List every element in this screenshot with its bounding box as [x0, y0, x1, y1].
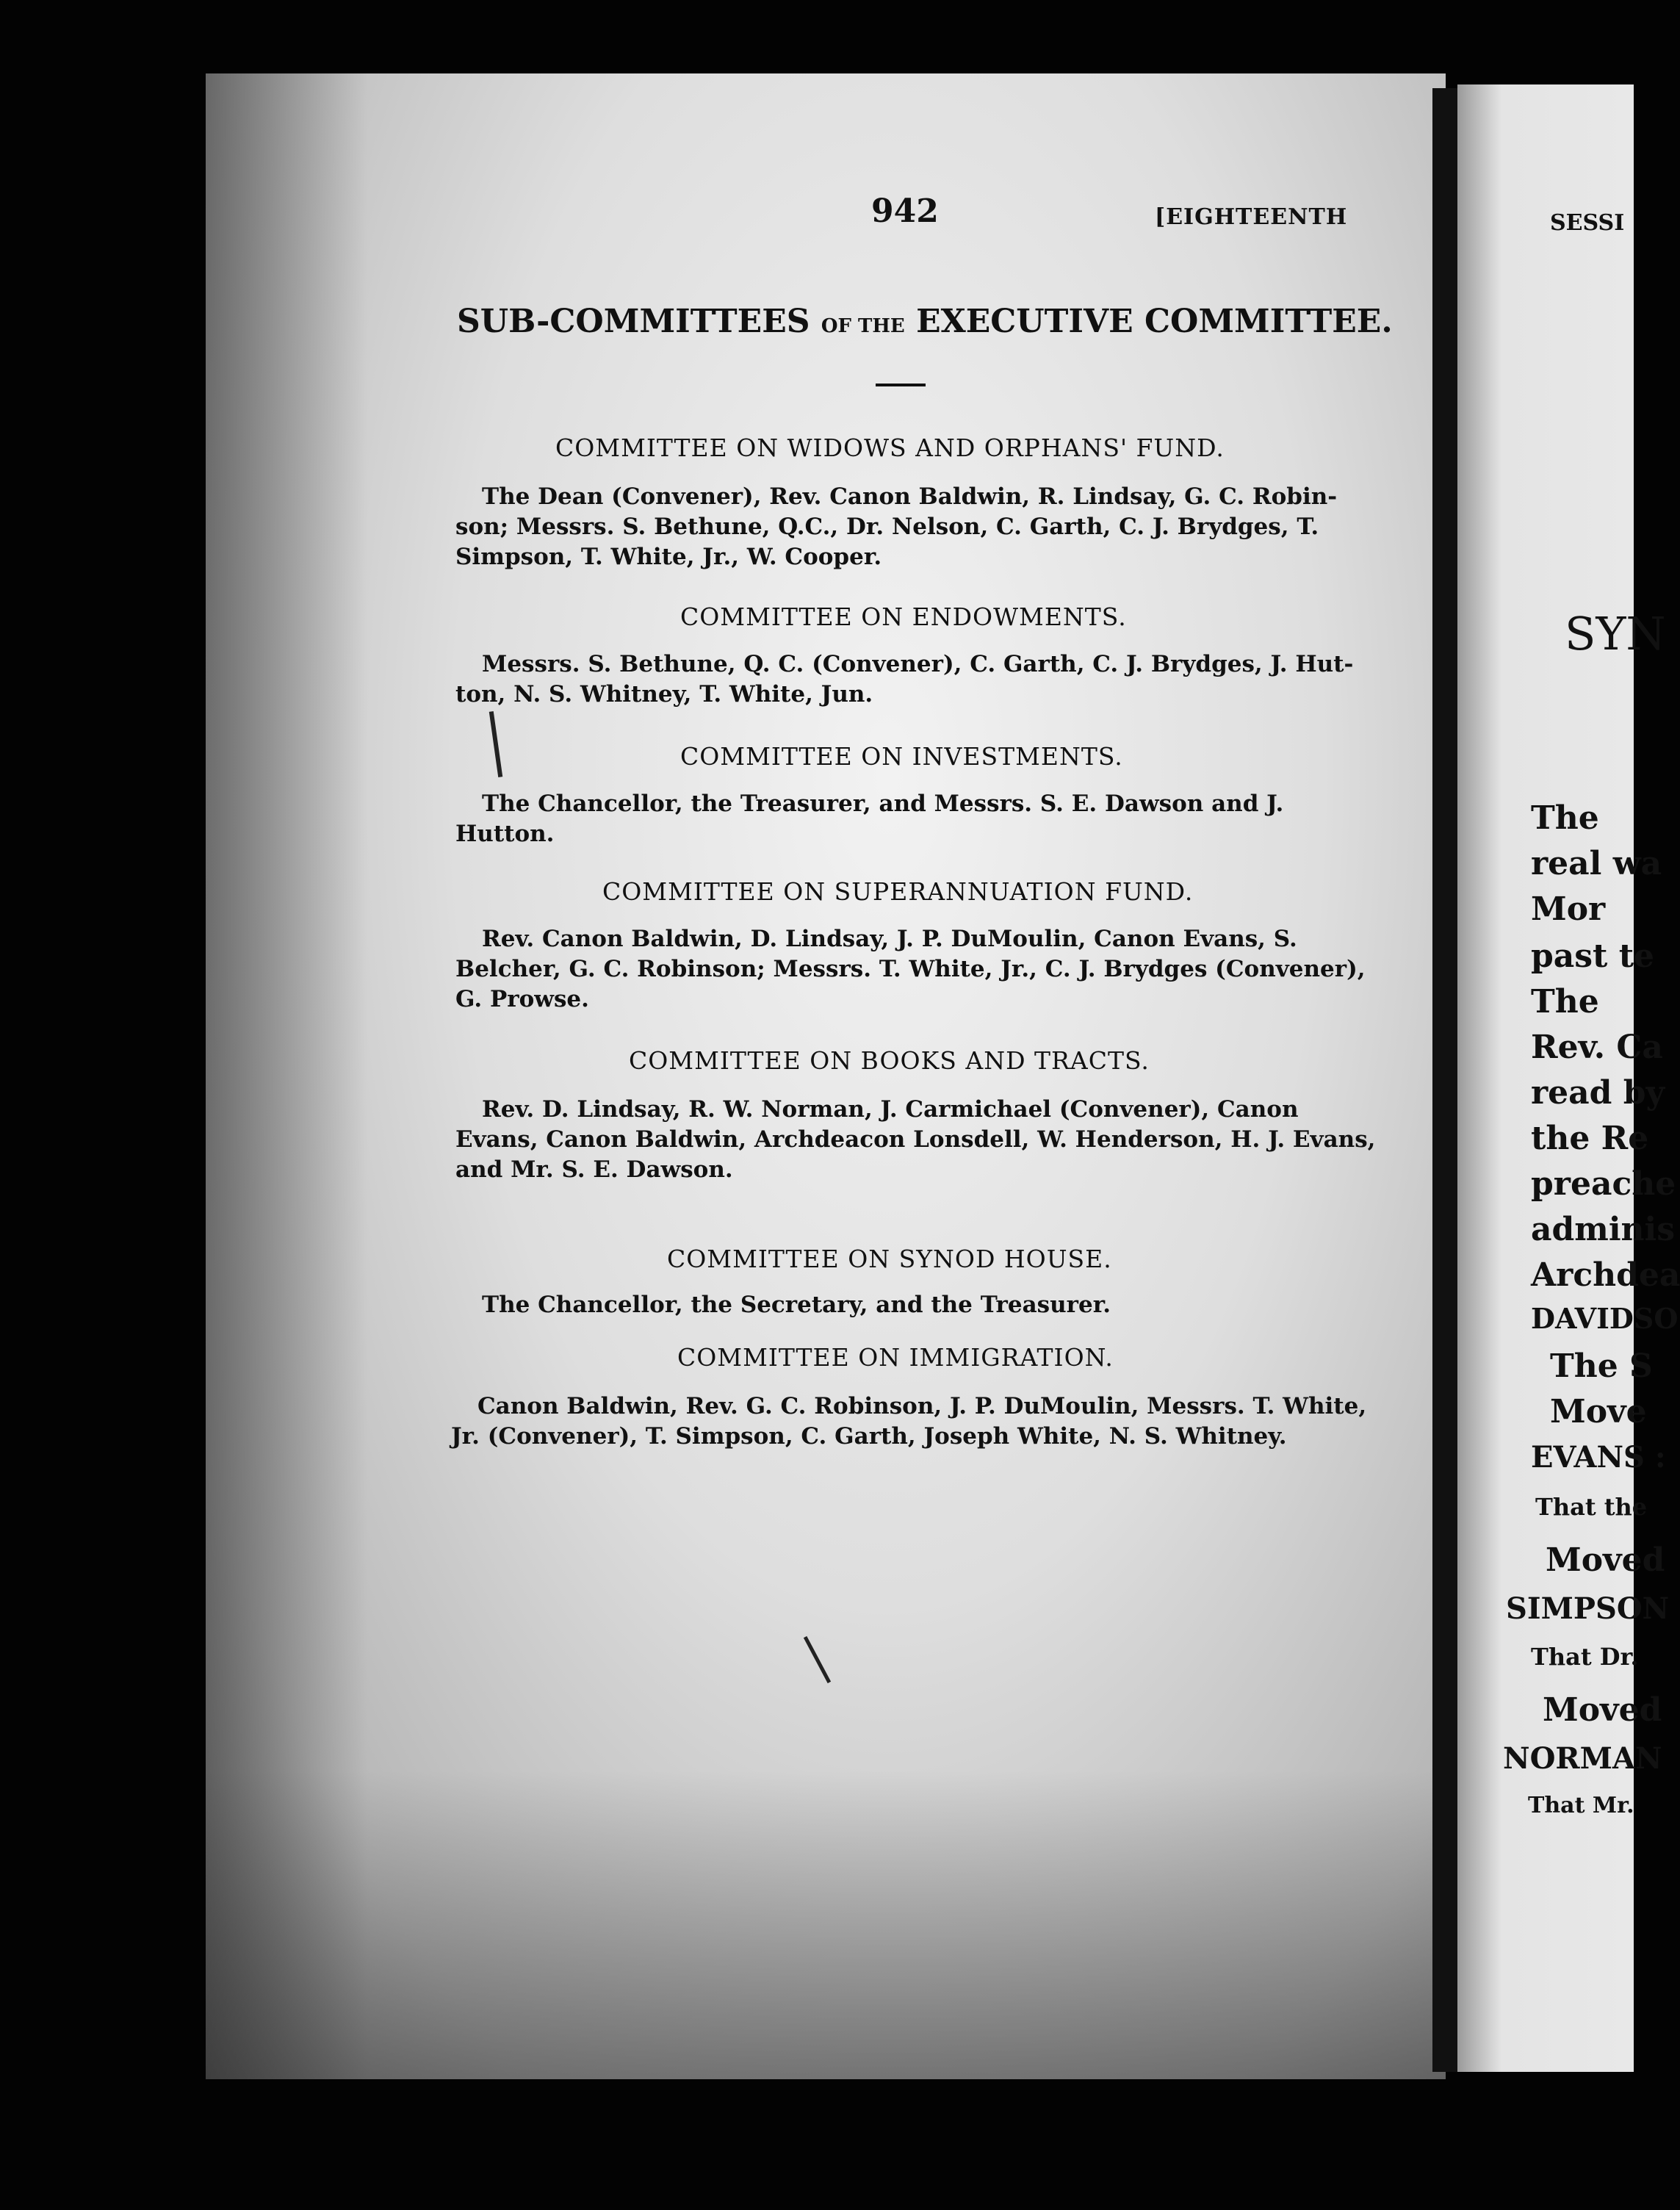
right-text-line: DAVIDSO — [1531, 1302, 1679, 1335]
section-heading-superannuation: COMMITTEE ON SUPERANNUATION FUND. — [602, 877, 1194, 906]
section-body-investments — [455, 789, 1337, 849]
body-line: and Mr. S. E. Dawson. — [455, 1156, 733, 1183]
title-rule — [876, 384, 926, 386]
right-text-line: EVANS : — [1531, 1440, 1666, 1475]
right-text-line: Moved — [1546, 1541, 1665, 1579]
body-line: The Dean (Convener), Rev. Canon Baldwin, R. Lindsay, G. C. Robin- — [482, 483, 1338, 510]
right-text-line: the Re — [1531, 1120, 1649, 1157]
right-text-line: real wa — [1531, 845, 1662, 882]
right-text-line: That the — [1535, 1493, 1648, 1521]
body-line: son; Messrs. S. Bethune, Q.C., Dr. Nelson, C. Garth, C. J. Brydges, T. — [455, 514, 1319, 540]
right-text-line: The — [1531, 799, 1599, 837]
body-line: Jr. (Convener), T. Simpson, C. Garth, Joseph White, N. S. Whitney. — [451, 1423, 1287, 1450]
body-line: G. Prowse. — [455, 986, 589, 1012]
section-heading-immigration: COMMITTEE ON IMMIGRATION. — [677, 1343, 1114, 1372]
right-text-line: The S — [1550, 1347, 1653, 1385]
right-text-line: adminis — [1531, 1211, 1676, 1248]
right-text-line: The — [1531, 983, 1599, 1021]
right-running-head: SESSI — [1550, 210, 1625, 236]
body-line: Rev. Canon Baldwin, D. Lindsay, J. P. DuMoulin, Canon Evans, S. — [482, 926, 1297, 952]
title-part-1: SUB-COMMITTEES — [457, 303, 810, 340]
page-title — [457, 303, 1393, 340]
section-heading-endowments: COMMITTEE ON ENDOWMENTS. — [680, 602, 1127, 631]
right-big-title: SYN — [1565, 607, 1666, 661]
body-line: Belcher, G. C. Robinson; Messrs. T. White, Jr., C. J. Brydges (Convener), — [455, 956, 1366, 982]
section-body-widows-orphans — [455, 482, 1337, 572]
title-part-2: OF THE — [821, 315, 905, 337]
title-part-3: EXECUTIVE COMMITTEE. — [916, 303, 1393, 340]
right-text-line: Rev. Ca — [1531, 1029, 1663, 1066]
right-text-line: read by — [1531, 1074, 1665, 1112]
body-line: Simpson, T. White, Jr., W. Cooper. — [455, 544, 882, 570]
body-line: Rev. D. Lindsay, R. W. Norman, J. Carmichael (Convener), Canon — [482, 1096, 1299, 1123]
right-text-line: Move — [1550, 1393, 1647, 1430]
section-heading-investments: COMMITTEE ON INVESTMENTS. — [680, 742, 1123, 771]
book-gutter — [1432, 88, 1457, 2072]
right-text-line: That Dr. — [1531, 1643, 1639, 1671]
section-heading-widows-orphans: COMMITTEE ON WIDOWS AND ORPHANS' FUND. — [555, 433, 1225, 462]
right-text-line: That Mr. — [1528, 1793, 1634, 1818]
right-text-line: Mor — [1531, 890, 1606, 928]
right-text-line: NORMAN — [1503, 1741, 1662, 1776]
section-body-superannuation — [455, 924, 1366, 1015]
page-number: 942 — [871, 192, 939, 230]
body-line: Canon Baldwin, Rev. G. C. Robinson, J. P. DuMoulin, Messrs. T. White, — [477, 1393, 1367, 1419]
body-line: The Chancellor, the Secretary, and the Treasurer. — [482, 1292, 1111, 1318]
right-text-line: preache — [1531, 1165, 1676, 1203]
section-heading-books-tracts: COMMITTEE ON BOOKS AND TRACTS. — [629, 1046, 1150, 1075]
section-body-immigration — [451, 1392, 1367, 1452]
right-text-line: Moved — [1543, 1691, 1662, 1729]
body-line: The Chancellor, the Treasurer, and Messrs. S. E. Dawson and J. — [482, 791, 1284, 817]
body-line: ton, N. S. Whitney, T. White, Jun. — [455, 681, 873, 708]
left-page — [206, 73, 1446, 2079]
running-head: [EIGHTEENTH — [1155, 204, 1348, 230]
body-line: Evans, Canon Baldwin, Archdeacon Lonsdell, W. Henderson, H. J. Evans, — [455, 1126, 1376, 1153]
right-text-line: Archdea — [1531, 1256, 1680, 1294]
section-heading-synod-house: COMMITTEE ON SYNOD HOUSE. — [667, 1245, 1112, 1273]
right-text-line: SIMPSON — [1506, 1591, 1670, 1626]
section-body-endowments — [455, 649, 1354, 710]
body-line: Hutton. — [455, 821, 555, 847]
section-body-synod-house — [455, 1290, 1337, 1320]
right-text-line: past te — [1531, 937, 1655, 975]
section-body-books-tracts — [455, 1095, 1376, 1185]
body-line: Messrs. S. Bethune, Q. C. (Convener), C. Garth, C. J. Brydges, J. Hut- — [482, 651, 1354, 677]
